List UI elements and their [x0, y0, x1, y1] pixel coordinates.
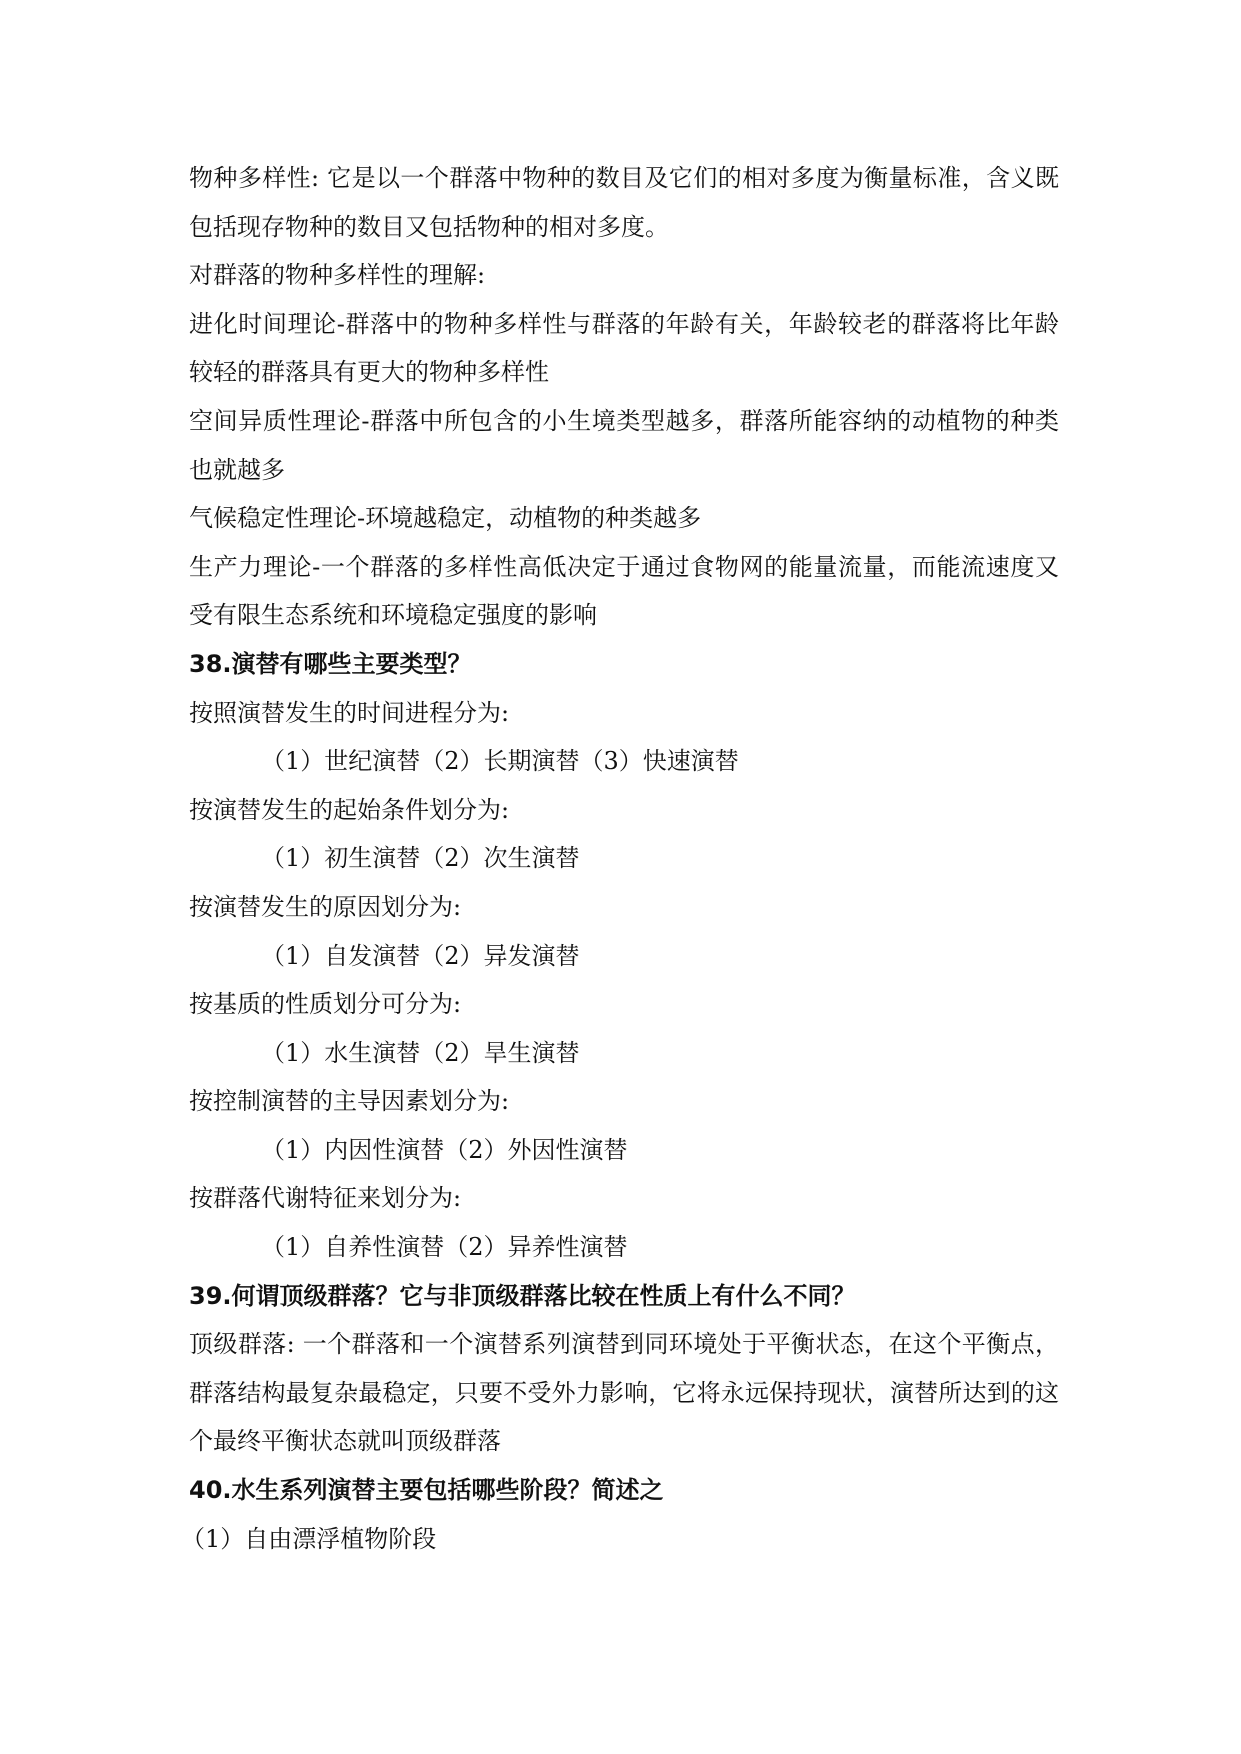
q38-by-cause: 按演替发生的原因划分为: [189, 892, 462, 921]
document-body [181, 154, 1059, 1563]
theory-evolution-time: 进化时间理论-群落中的物种多样性与群落的年龄有关，年龄较老的群落将比年龄较轻的群落具有更大的物种多样性 [189, 309, 1059, 387]
theory-spatial-heterogeneity: 空间异质性理论-群落中所包含的小生境类型越多，群落所能容纳的动植物的种类也就越多 [189, 406, 1059, 484]
question-38-heading: 38.演替有哪些主要类型？ [189, 649, 472, 678]
q39-answer: 顶级群落: 一个群落和一个演替系列演替到同环境处于平衡状态，在这个平衡点，群落结构最复杂最稳定，只要不受外力影响，它将永远保持现状，演替所达到的这个最终平衡状态就叫顶级群落 [189, 1330, 1059, 1456]
q38-by-start: 按演替发生的起始条件划分为: [189, 795, 510, 824]
question-39-heading: 39.何谓顶级群落？它与非顶级群落比较在性质上有什么不同？ [189, 1281, 856, 1310]
theory-climate-stability: 气候稳定性理论-环境越稳定，动植物的种类越多 [189, 504, 702, 533]
q38-by-metabolism-items: （1）自养性演替（2）异养性演替 [261, 1233, 628, 1262]
q38-by-factor-items: （1）内因性演替（2）外因性演替 [261, 1135, 628, 1164]
understanding-title: 对群落的物种多样性的理解: [189, 261, 486, 290]
q38-by-time: 按照演替发生的时间进程分为: [189, 698, 510, 727]
q40-item-1: （1）自由漂浮植物阶段 [181, 1524, 437, 1553]
q38-by-metabolism: 按群落代谢特征来划分为: [189, 1184, 462, 1213]
q38-by-substrate-items: （1）水生演替（2）旱生演替 [261, 1038, 580, 1067]
question-40-heading: 40.水生系列演替主要包括哪些阶段？简述之 [189, 1476, 664, 1505]
theory-productivity: 生产力理论-一个群落的多样性高低决定于通过食物网的能量流量，而能流速度又受有限生态系统和环境稳定强度的影响 [189, 552, 1059, 630]
q38-by-cause-items: （1）自发演替（2）异发演替 [261, 941, 580, 970]
q38-by-start-items: （1）初生演替（2）次生演替 [261, 844, 580, 873]
q38-by-time-items: （1）世纪演替（2）长期演替（3）快速演替 [261, 747, 739, 776]
species-diversity-definition: 物种多样性: 它是以一个群落中物种的数目及它们的相对多度为衡量标准，含义既包括现存物种的数目又包括物种的相对多度。 [189, 164, 1059, 241]
q38-by-factor: 按控制演替的主导因素划分为: [189, 1087, 510, 1116]
q38-by-substrate: 按基质的性质划分可分为: [189, 990, 462, 1019]
